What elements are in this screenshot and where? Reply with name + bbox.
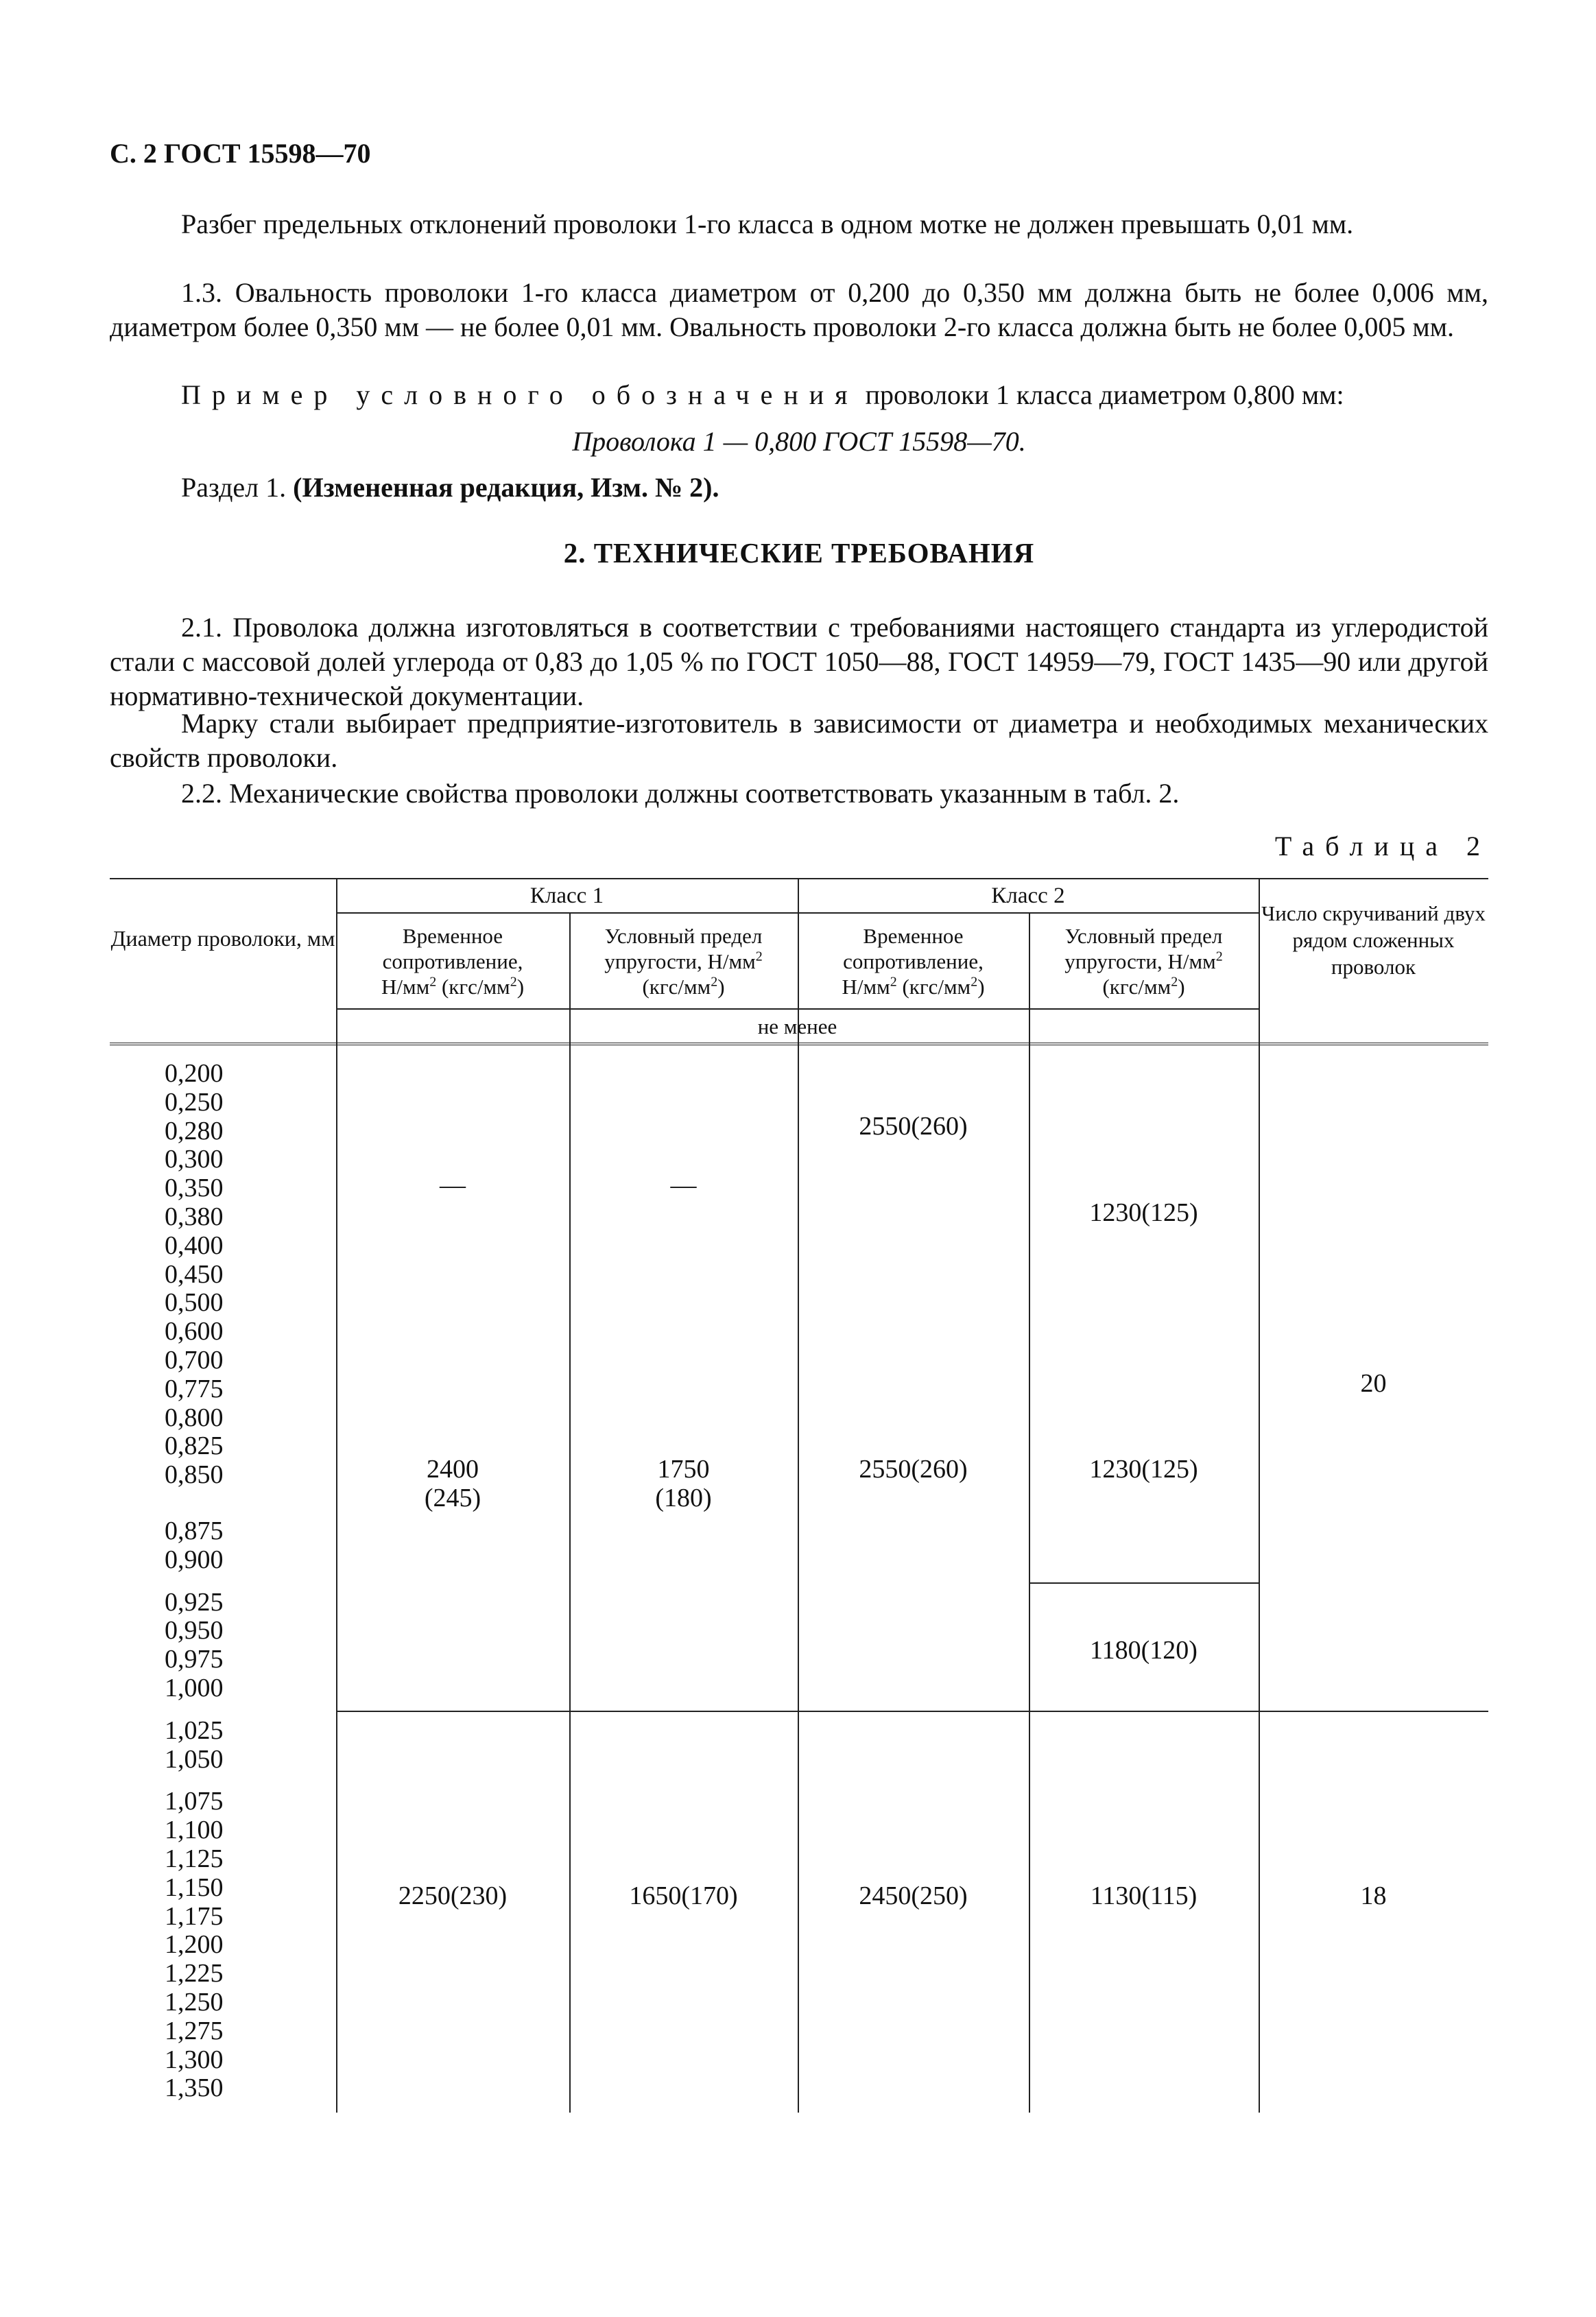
diameter-value: 1,150 <box>165 1873 224 1902</box>
header-c2-yield-l1: Условный предел <box>1064 924 1223 948</box>
diameter-value: 0,450 <box>165 1259 224 1289</box>
header-c2-yield-kgs: (кгс/мм <box>1102 975 1171 999</box>
header-c1-yield-unit: упругости, Н/мм <box>604 949 756 973</box>
header-c2-tensile-kgs: (кгс/мм <box>896 975 971 999</box>
diameter-value: 0,775 <box>165 1374 224 1403</box>
revision-bold: (Измененная редакция, Изм. № 2). <box>293 472 719 503</box>
diameter-value: 1,300 <box>165 2045 224 2074</box>
diameter-value: 0,800 <box>165 1403 224 1432</box>
example-formula: Проволока 1 — 0,800 ГОСТ 15598—70. <box>572 426 1026 457</box>
diameter-value: 0,875 <box>165 1516 224 1545</box>
diameter-value: 1,350 <box>165 2074 224 2103</box>
example-rest: проволоки 1 класса диаметром 0,800 мм: <box>858 379 1344 410</box>
diameter-value: 0,380 <box>165 1202 224 1231</box>
paragraph-2-1: 2.1. Проволока должна изготовляться в соответствии с требованиями настоящего стандарта из углеродистой стали с массовой долей углерода от 0,83 до 1,05 % по ГОСТ 1050—88, ГОСТ 14959—79, ГОСТ 1435—90 или другой нормативно-технической документации. <box>110 612 1488 711</box>
header-c2-yield-l3 <box>1029 974 1259 999</box>
header-c1-tensile-unit: Н/мм <box>381 975 430 999</box>
diameter-value: 1,025 <box>165 1715 224 1745</box>
c2-tensile-top: 2550(260) <box>859 1112 968 1141</box>
c1-tensile-mid-b: (245) <box>424 1483 481 1512</box>
header-c1-yield-close: ) <box>717 975 725 999</box>
paragraph-spread: Разбег предельных отклонений проволоки 1-го класса в одном мотке не должен превышать 0,01 мм. <box>181 209 1354 239</box>
diameter-value: 1,075 <box>165 1787 224 1816</box>
header-c1-yield <box>569 923 798 999</box>
revision-prefix: Раздел 1. <box>181 472 294 503</box>
header-c1-yield-sup: 2 <box>755 949 763 964</box>
twists-top: 20 <box>1360 1369 1387 1398</box>
diameter-value: 0,850 <box>165 1460 224 1490</box>
c2-yield-top: 1230(125) <box>1089 1198 1198 1227</box>
diameter-value: 0,700 <box>165 1345 224 1375</box>
diameter-value: 0,975 <box>165 1645 224 1674</box>
table-caption: Таблица 2 <box>1274 831 1491 862</box>
header-c2-yield <box>1029 923 1259 999</box>
header-c2-yield-sup: 2 <box>1215 949 1223 964</box>
diameter-value: 0,300 <box>165 1145 224 1174</box>
c2-tensile-bottom: 2450(250) <box>859 1881 968 1910</box>
header-c1-yield-l3 <box>569 974 798 999</box>
c2-yield-low: 1180(120) <box>1090 1636 1198 1665</box>
table-top-rule <box>110 878 1488 879</box>
header-c2-yield-l2 <box>1029 949 1259 974</box>
diameter-value: 1,250 <box>165 1987 224 2017</box>
diameter-value: 0,925 <box>165 1587 224 1617</box>
header-c2-yield-close: ) <box>1178 975 1185 999</box>
header-c2-tensile-close: ) <box>977 975 985 999</box>
c1-yield-mid-a: 1750 <box>657 1455 710 1484</box>
paragraph-steel-grade: Марку стали выбирает предприятие-изготовитель в зависимости от диаметра и необходимых механических свойств проволоки. <box>110 708 1488 773</box>
diameter-value: 0,200 <box>165 1059 224 1088</box>
diameter-value: 0,500 <box>165 1288 224 1318</box>
diameter-gap <box>165 1575 274 1589</box>
header-c2-tensile-l2: сопротивление, <box>843 949 984 973</box>
header-c1-tensile-close: ) <box>516 975 525 999</box>
diameter-gap <box>165 1490 274 1504</box>
diameter-value: 1,200 <box>165 1930 224 1960</box>
diameter-value: 0,280 <box>165 1116 224 1145</box>
diameter-value: 0,600 <box>165 1317 224 1346</box>
col-rule-2 <box>569 912 571 2113</box>
diameter-value: 1,000 <box>165 1673 224 1702</box>
page-header: С. 2 ГОСТ 15598—70 <box>110 138 371 169</box>
example-label: Пример условного обозначения <box>181 379 859 410</box>
c2-tensile-mid: 2550(260) <box>859 1455 968 1484</box>
yield-split-rule <box>1029 1582 1259 1584</box>
diameter-column <box>165 1060 274 2103</box>
header-c1-tensile-l1: Временное <box>402 924 503 948</box>
header-c2-yield-unit: упругости, Н/мм <box>1064 949 1216 973</box>
diameter-value: 1,275 <box>165 2016 224 2045</box>
header-bottom-rule <box>110 1043 1488 1045</box>
header-not-less: не менее <box>757 1014 837 1038</box>
header-c1-yield-l2 <box>569 949 798 974</box>
header-c2-tensile-l3 <box>798 974 1029 999</box>
section-title: 2. ТЕХНИЧЕСКИЕ ТРЕБОВАНИЯ <box>563 537 1035 569</box>
header-c1-tensile-kgs: (кгс/мм <box>436 975 510 999</box>
header-c2-tensile-sup: 2 <box>890 974 897 990</box>
header-c2-tensile-sup2: 2 <box>970 974 978 990</box>
diameter-gap <box>165 1504 274 1517</box>
diameter-value: 0,350 <box>165 1174 224 1203</box>
diameter-value: 0,400 <box>165 1231 224 1260</box>
c1-tensile-bottom: 2250(230) <box>398 1881 508 1910</box>
col-rule-3 <box>798 878 799 2113</box>
paragraph-1-3: 1.3. Овальность проволоки 1-го класса диаметром от 0,200 до 0,350 мм должна быть не более 0,006 мм, диаметром более 0,350 мм — не более 0,01 мм. Овальность проволоки 2-го класса должна быть не более 0,005 мм. <box>110 277 1488 342</box>
header-c1-yield-sup2: 2 <box>711 974 718 990</box>
c1-tensile-mid <box>336 1455 569 1512</box>
header-diameter: Диаметр проволоки, мм <box>110 926 335 951</box>
c1-tensile-mid-a: 2400 <box>427 1455 479 1484</box>
diameter-value: 1,100 <box>165 1816 224 1845</box>
paragraph-2-2: 2.2. Механические свойства проволоки должны соответствовать указанным в табл. 2. <box>181 778 1180 809</box>
header-c1-tensile-l3 <box>336 974 569 999</box>
c1-yield-bottom: 1650(170) <box>629 1881 738 1910</box>
c1-yield-dash: — <box>670 1171 697 1200</box>
header-c2-tensile <box>798 923 1029 999</box>
header-c1-tensile <box>336 923 569 999</box>
header-class-2: Класс 2 <box>991 883 1065 908</box>
diameter-value: 0,825 <box>165 1431 224 1461</box>
diameter-gap <box>165 1703 274 1717</box>
header-c1-tensile-sup: 2 <box>429 974 437 990</box>
twists-bottom: 18 <box>1360 1881 1387 1910</box>
diameter-value: 1,125 <box>165 1844 224 1873</box>
diameter-value: 0,900 <box>165 1545 224 1574</box>
header-c1-tensile-sup2: 2 <box>510 974 517 990</box>
diameter-value: 0,250 <box>165 1087 224 1117</box>
c1-yield-mid <box>569 1455 798 1512</box>
header-c2-tensile-unit: Н/мм <box>842 975 890 999</box>
group-split-rule <box>336 1711 1488 1712</box>
diameter-value: 1,050 <box>165 1744 224 1774</box>
c1-tensile-dash: — <box>440 1171 466 1200</box>
c1-yield-mid-b: (180) <box>655 1483 712 1512</box>
header-c2-tensile-l1: Временное <box>863 924 964 948</box>
diameter-value: 1,225 <box>165 1959 224 1988</box>
diameter-gap <box>165 1774 274 1787</box>
col-rule-5 <box>1259 878 1260 2113</box>
header-c1-yield-l1: Условный предел <box>604 924 763 948</box>
c2-yield-mid: 1230(125) <box>1089 1455 1198 1484</box>
header-c2-yield-sup2: 2 <box>1171 974 1178 990</box>
col-rule-4 <box>1029 912 1030 2113</box>
header-c1-yield-kgs: (кгс/мм <box>642 975 711 999</box>
diameter-value: 1,175 <box>165 1901 224 1931</box>
header-c1-tensile-l2: сопротивление, <box>382 949 523 973</box>
header-class-1: Класс 1 <box>529 883 604 908</box>
header-twists: Число скручиваний двух рядом сложенных проволок <box>1261 901 1486 979</box>
diameter-value: 0,950 <box>165 1616 224 1645</box>
c2-yield-bottom: 1130(115) <box>1090 1881 1198 1910</box>
